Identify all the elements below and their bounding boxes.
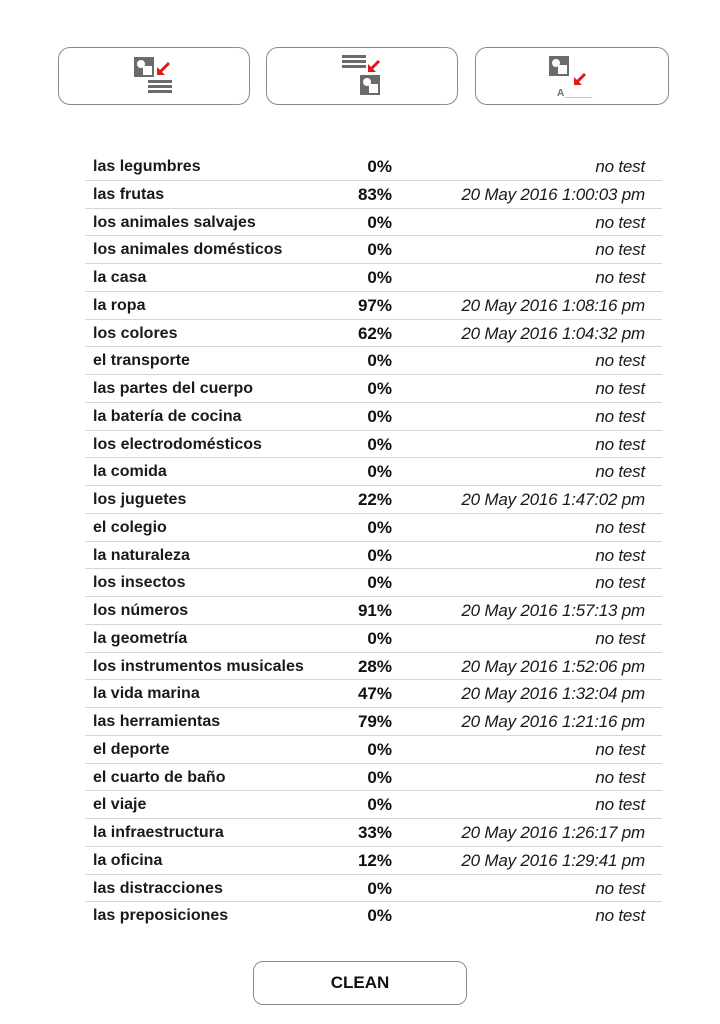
last-test-date: no test	[595, 434, 645, 454]
score-value: 0%	[367, 379, 392, 398]
topic-name: el viaje	[93, 796, 147, 814]
topic-name: los animales salvajes	[93, 213, 256, 231]
score-value: 0%	[367, 628, 392, 648]
result-row[interactable]	[85, 292, 662, 320]
topic-name: el cuarto de baño	[93, 768, 226, 786]
spelling-caption: A_____	[557, 88, 593, 98]
last-test-date: no test	[595, 878, 645, 898]
score-value: 33%	[357, 823, 392, 842]
result-row[interactable]	[85, 791, 662, 819]
last-test-date: no test	[595, 240, 645, 260]
last-test-date: no test	[595, 906, 645, 926]
topic-name: la vida marina	[93, 685, 200, 703]
result-row[interactable]	[85, 597, 662, 625]
score-value: 12%	[357, 850, 392, 870]
last-test-date: 20 May 2016 1:47:02 pm	[461, 490, 645, 509]
last-test-date: no test	[595, 462, 645, 482]
result-row[interactable]	[85, 209, 662, 237]
result-row[interactable]	[85, 819, 662, 847]
topic-name: el deporte	[93, 740, 170, 758]
score-value: 97%	[357, 295, 392, 315]
result-row[interactable]	[85, 486, 662, 514]
last-test-date: no test	[595, 351, 645, 371]
result-row[interactable]	[85, 875, 662, 903]
score-value: 0%	[367, 406, 392, 426]
result-row[interactable]	[85, 625, 662, 653]
score-value: 0%	[367, 545, 392, 565]
results-table	[85, 153, 662, 930]
topic-name: el transporte	[93, 352, 190, 370]
result-row[interactable]	[85, 403, 662, 431]
picture-to-spelling-mode-button[interactable]	[475, 47, 669, 105]
result-row[interactable]	[85, 764, 662, 792]
last-test-date: 20 May 2016 1:29:41 pm	[461, 850, 645, 870]
result-row[interactable]	[85, 514, 662, 542]
result-row[interactable]	[85, 347, 662, 375]
score-value: 22%	[357, 490, 392, 509]
topic-name: los electrodomésticos	[93, 435, 262, 453]
topic-name: los números	[93, 602, 189, 619]
result-row[interactable]	[85, 320, 662, 348]
clean-button[interactable]: CLEAN	[253, 961, 467, 1005]
last-test-date: 20 May 2016 1:52:06 pm	[461, 656, 645, 676]
topic-name: los insectos	[93, 574, 186, 592]
score-value: 0%	[367, 434, 392, 454]
last-test-date: 20 May 2016 1:57:13 pm	[461, 601, 645, 620]
topic-name: las frutas	[93, 185, 165, 203]
last-test-date: 20 May 2016 1:04:32 pm	[461, 323, 645, 343]
topic-name: la geometría	[93, 629, 188, 647]
result-row[interactable]	[85, 458, 662, 486]
score-value: 0%	[367, 462, 392, 482]
last-test-date: no test	[595, 406, 645, 426]
last-test-date: no test	[595, 573, 645, 593]
score-value: 91%	[357, 601, 392, 620]
result-row[interactable]	[85, 236, 662, 264]
topic-name: la infraestructura	[93, 824, 224, 841]
topic-name: las herramientas	[93, 713, 221, 730]
result-row[interactable]	[85, 431, 662, 459]
result-row[interactable]	[85, 847, 662, 875]
topic-name: las partes del cuerpo	[93, 380, 254, 397]
last-test-date: no test	[595, 545, 645, 565]
topic-name: los colores	[93, 324, 178, 342]
last-test-date: 20 May 2016 1:00:03 pm	[461, 184, 645, 204]
score-value: 79%	[357, 712, 392, 731]
result-row[interactable]	[85, 680, 662, 708]
score-value: 0%	[367, 351, 392, 371]
topic-name: la comida	[93, 463, 167, 481]
last-test-date: no test	[595, 212, 645, 232]
last-test-date: no test	[595, 795, 645, 815]
last-test-date: no test	[595, 157, 645, 176]
result-row[interactable]	[85, 264, 662, 292]
text-to-picture-mode-button[interactable]	[266, 47, 458, 105]
topic-name: los juguetes	[93, 491, 187, 508]
score-value: 0%	[367, 795, 392, 815]
score-value: 0%	[367, 739, 392, 759]
topic-name: la batería de cocina	[93, 407, 242, 425]
result-row[interactable]	[85, 902, 662, 930]
last-test-date: no test	[595, 517, 645, 537]
image-to-spelling-icon	[547, 54, 597, 98]
score-value: 0%	[367, 268, 392, 287]
last-test-date: 20 May 2016 1:32:04 pm	[461, 684, 645, 704]
topic-name: las distracciones	[93, 879, 223, 897]
score-value: 83%	[357, 184, 392, 204]
last-test-date: 20 May 2016 1:21:16 pm	[461, 712, 645, 731]
topic-name: las legumbres	[93, 158, 201, 175]
list-to-image-icon	[340, 53, 384, 99]
last-test-date: no test	[595, 767, 645, 787]
score-value: 62%	[357, 323, 392, 343]
topic-name: la naturaleza	[93, 546, 190, 564]
last-test-date: no test	[595, 379, 645, 398]
result-row[interactable]	[85, 653, 662, 681]
topic-name: el colegio	[93, 518, 167, 536]
topic-name: los instrumentos musicales	[93, 657, 304, 675]
result-row[interactable]	[85, 181, 662, 209]
score-value: 0%	[367, 573, 392, 593]
result-row[interactable]	[85, 375, 662, 403]
topic-name: las preposiciones	[93, 907, 229, 925]
last-test-date: 20 May 2016 1:26:17 pm	[461, 823, 645, 842]
last-test-date: no test	[595, 739, 645, 759]
last-test-date: no test	[595, 268, 645, 287]
score-value: 0%	[367, 517, 392, 537]
last-test-date: no test	[595, 628, 645, 648]
score-value: 0%	[367, 157, 392, 176]
score-value: 0%	[367, 878, 392, 898]
result-row[interactable]	[85, 708, 662, 736]
result-row[interactable]	[85, 542, 662, 570]
result-row[interactable]	[85, 569, 662, 597]
score-value: 0%	[367, 240, 392, 260]
topic-name: los animales domésticos	[93, 241, 283, 259]
image-to-list-icon	[132, 55, 176, 97]
picture-to-text-mode-button[interactable]	[58, 47, 250, 105]
score-value: 28%	[357, 656, 392, 676]
topic-name: la casa	[93, 269, 147, 286]
score-value: 0%	[367, 906, 392, 926]
last-test-date: 20 May 2016 1:08:16 pm	[461, 295, 645, 315]
score-value: 0%	[367, 212, 392, 232]
topic-name: la ropa	[93, 296, 146, 314]
score-value: 47%	[357, 684, 392, 704]
score-value: 0%	[367, 767, 392, 787]
result-row[interactable]	[85, 153, 662, 181]
topic-name: la oficina	[93, 851, 163, 869]
result-row[interactable]	[85, 736, 662, 764]
